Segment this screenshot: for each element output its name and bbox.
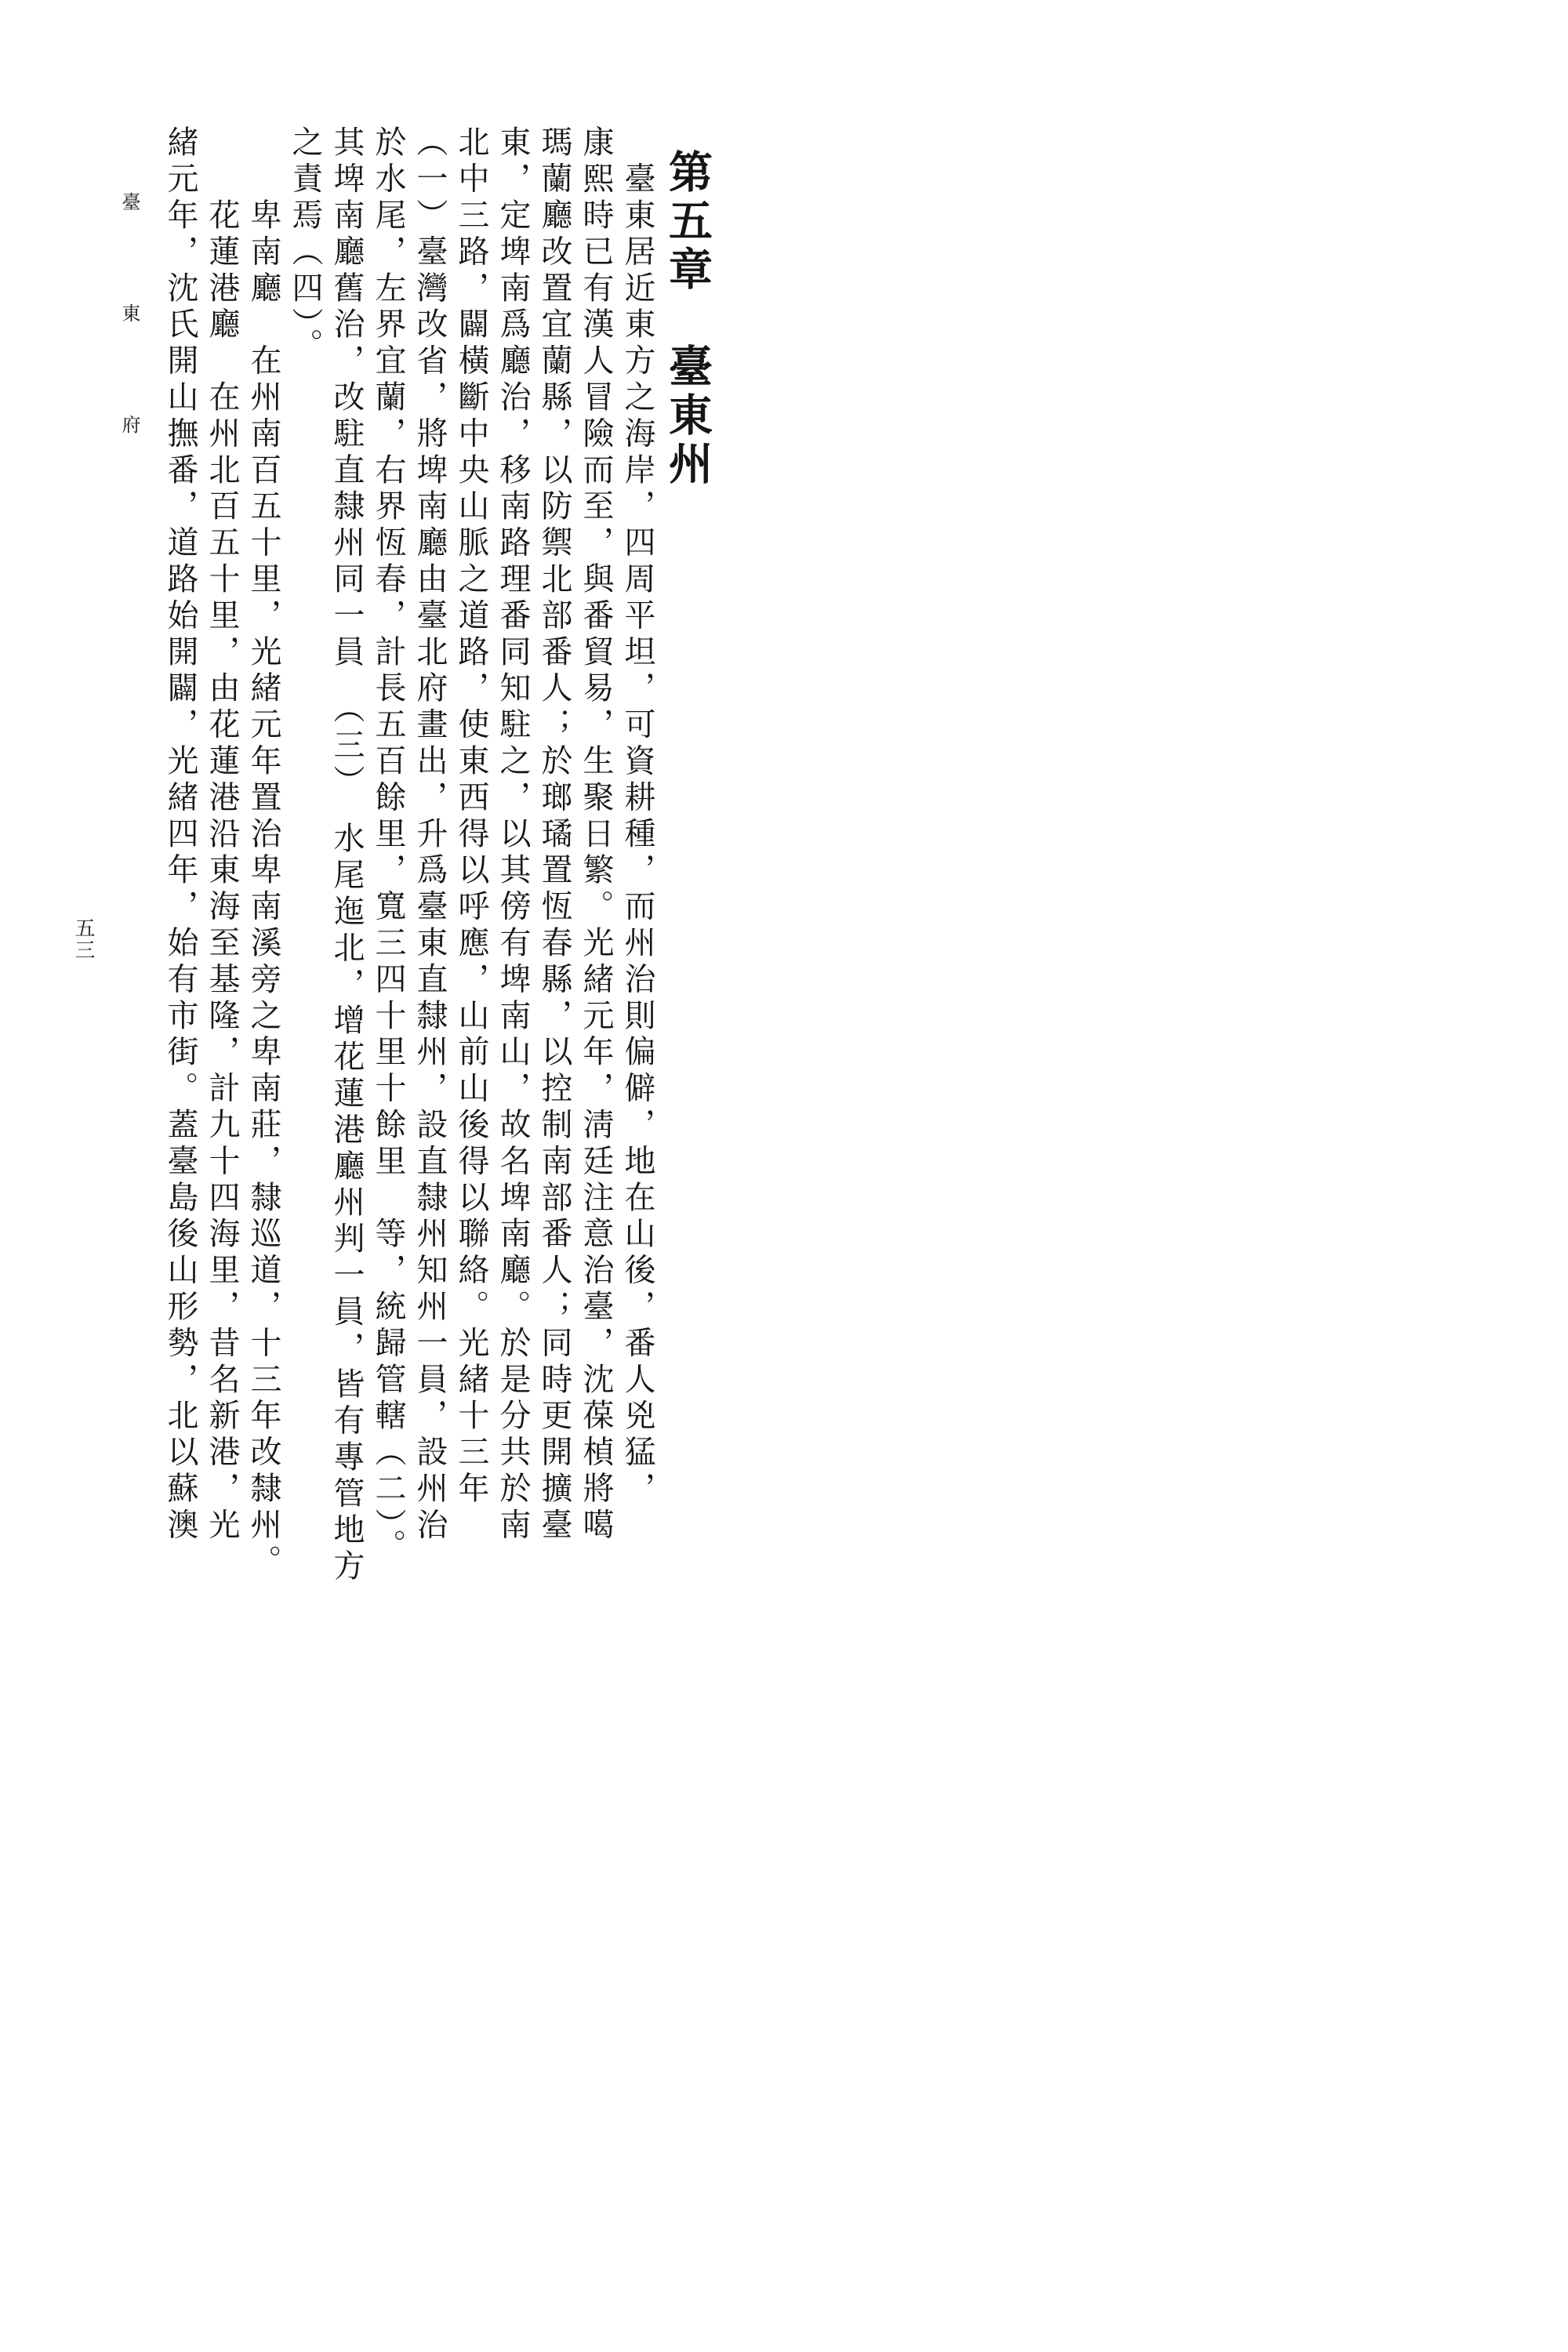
text-line: 之責焉（四）。 (287, 125, 323, 365)
text-line: 北中三路，闢橫斷中央山脈之道路，使東西得以呼應，山前山後得以聯絡。光緒十三年 (453, 125, 489, 1508)
text-line: 臺東居近東方之海岸，四周平坦，可資耕種，而州治則偏僻，地在山後，番人兇猛， (619, 125, 655, 1508)
text-line: 其埤南廳舊治，改駐直隸州同一員 （三） 水尾迤北，增花蓮港廳州判一員，皆有專管地方 (328, 125, 365, 1586)
text-line: 東，定埤南爲廳治，移南路理番同知駐之，以其傍有埤南山，故名埤南廳。於是分共於南 (495, 125, 531, 1544)
text-line: 康熙時已有漢人冒險而至，與番貿易，生聚日繁。光緒元年，淸廷注意治臺，沈葆楨將噶 (578, 125, 614, 1544)
text-line: 於水尾，左界宜蘭，右界恆春，計長五百餘里，寬三四十里十餘里 等，統歸管轄（二）。 (370, 125, 406, 1565)
text-line: 花蓮港廳 在州北百五十里，由花蓮港沿東海至基隆，計九十四海里，昔名新港，光 (204, 125, 240, 1544)
text-line: （一）臺灣改省，將埤南廳由臺北府畫出，升爲臺東直隸州，設直隸州知州一員，設州治 (412, 125, 448, 1544)
text-line: 卑南廳 在州南百五十里，光緒元年置治卑南溪旁之卑南莊，隸巡道，十三年改隸州。 (245, 125, 281, 1581)
chapter-title: 第五章 臺東州 (662, 149, 713, 489)
margin-label: 臺東府 (118, 192, 140, 526)
text-line: 緒元年，沈氏開山撫番，道路始開闢，光緒四年，始有市街。蓋臺島後山形勢，北以蘇澳 (162, 125, 198, 1544)
text-line: 瑪蘭廳改置宜蘭縣，以防禦北部番人；於瑯璚置恆春縣，以控制南部番人；同時更開擴臺 (536, 125, 572, 1544)
page-number: 五三 (71, 917, 95, 961)
